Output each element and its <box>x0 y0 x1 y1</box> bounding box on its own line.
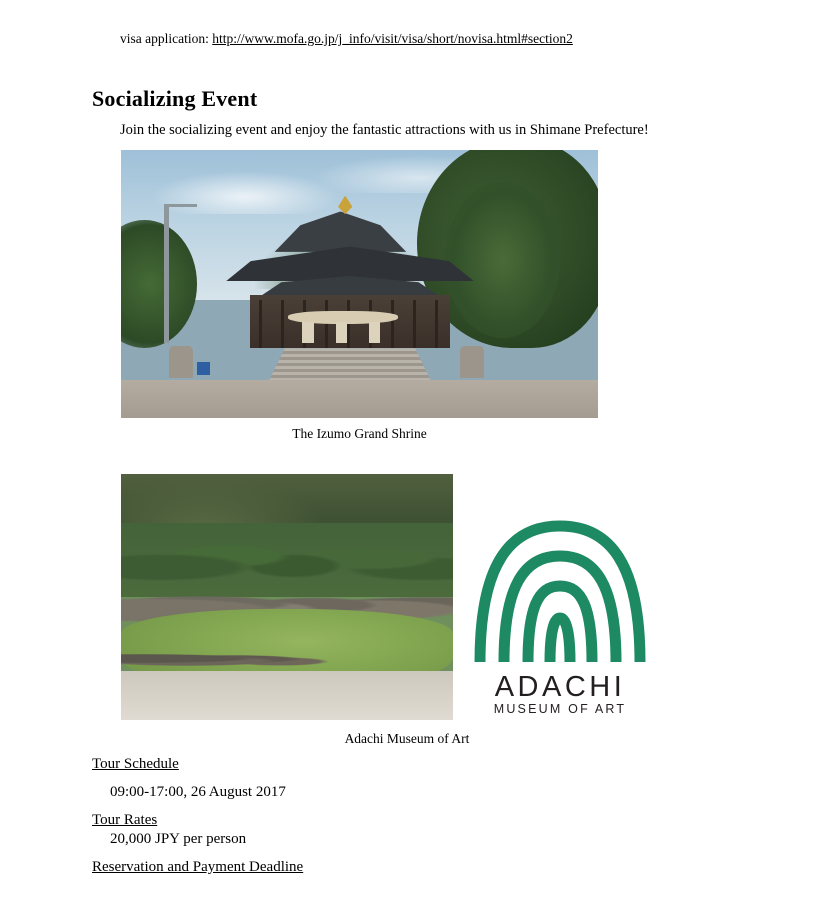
izumo-grand-shrine-photo <box>121 150 598 418</box>
tour-rates-label: Tour Rates <box>92 812 158 828</box>
tour-schedule-label: Tour Schedule <box>92 756 179 772</box>
tree-shape <box>445 182 559 337</box>
komainu-statue <box>169 346 193 378</box>
rock-border <box>121 646 453 671</box>
intro-paragraph: Join the socializing event and enjoy the fantastic attractions with us in Shimane Prefecture! <box>120 122 649 138</box>
white-gravel-area <box>121 671 453 720</box>
visa-application-line <box>120 31 576 47</box>
adachi-museum-garden-photo <box>121 474 453 720</box>
reservation-deadline-label: Reservation and Payment Deadline <box>92 859 304 875</box>
street-lamp-arm <box>164 204 197 208</box>
logo-title: ADACHI <box>494 671 626 703</box>
information-sign <box>197 362 209 375</box>
visa-application-link[interactable]: http://www.mofa.go.jp/j_info/visit/visa/short/novisa.html#section2 <box>212 31 573 46</box>
shrine-pillars <box>259 300 440 348</box>
tour-rates-value: 20,000 JPY per person <box>110 831 247 847</box>
page-title: Socializing Event <box>92 86 258 111</box>
tour-schedule-value: 09:00-17:00, 26 August 2017 <box>110 784 286 800</box>
ground-plaza <box>121 380 598 418</box>
image-caption: Adachi Museum of Art <box>344 731 470 746</box>
rope-tassel <box>336 322 347 343</box>
rope-tassel <box>369 322 380 343</box>
visa-application-label: visa application: <box>120 31 213 46</box>
logo-subtitle: MUSEUM OF ART <box>493 702 627 716</box>
komainu-statue <box>460 346 484 378</box>
image-caption: The Izumo Grand Shrine <box>292 426 427 441</box>
adachi-museum-logo <box>470 512 650 720</box>
street-lamp-post <box>164 204 169 343</box>
trailing-space <box>573 31 576 46</box>
rope-tassel <box>302 322 313 343</box>
